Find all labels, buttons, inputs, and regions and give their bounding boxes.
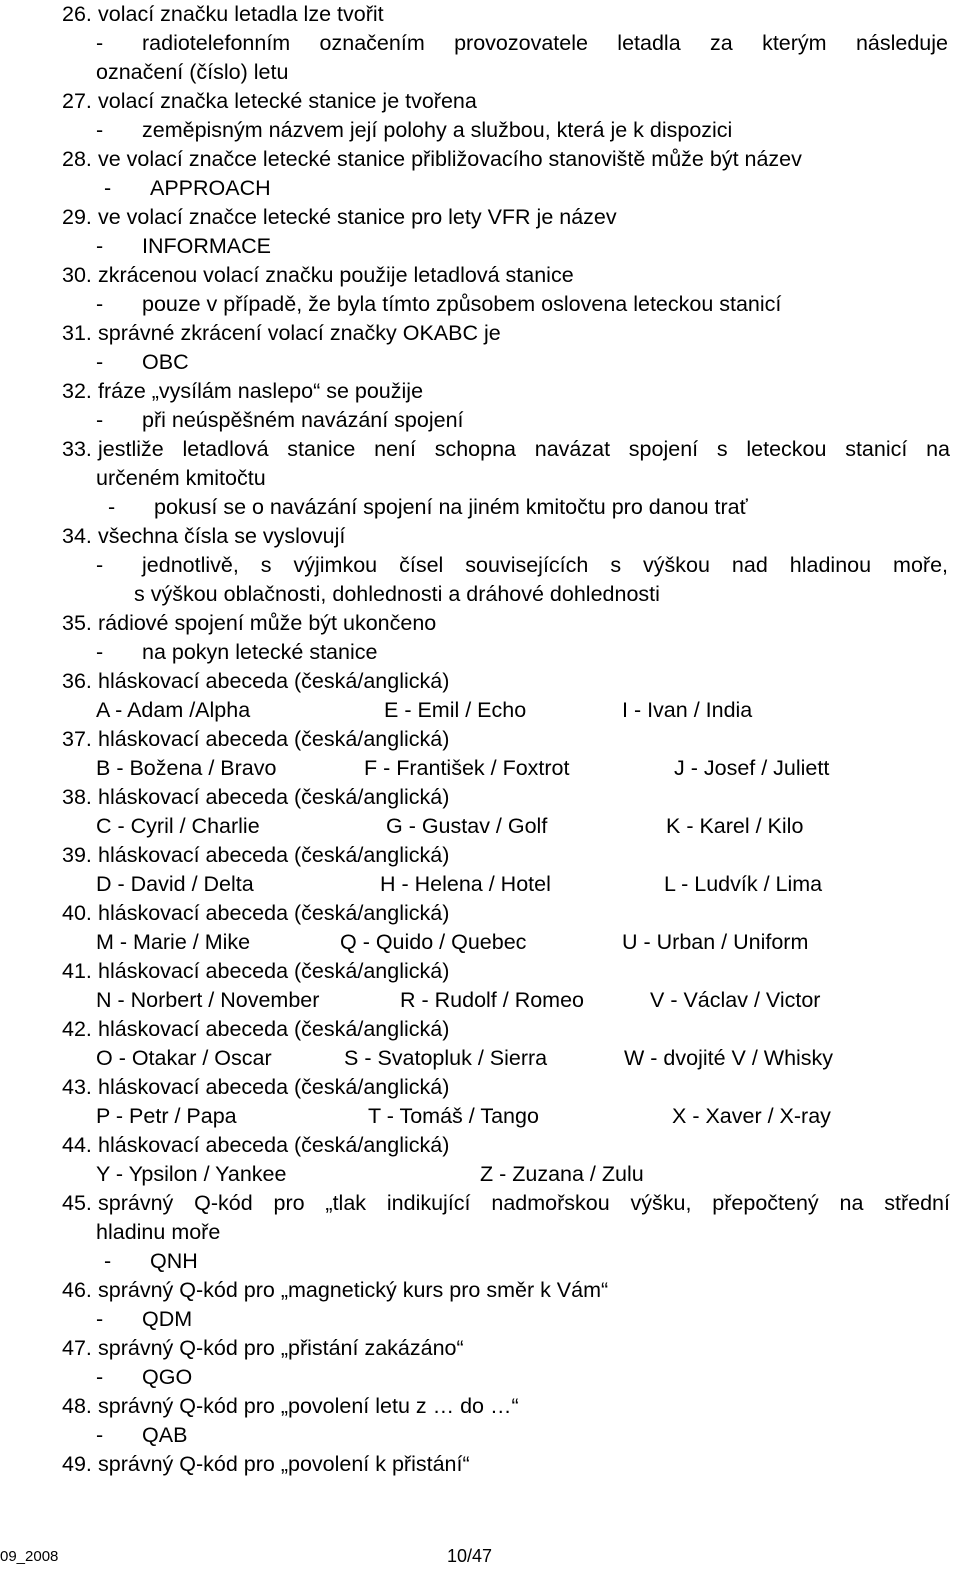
alphabet-36-col3: I - Ivan / India [622,698,753,722]
question-26: 26. volací značku letadla lze tvořit [62,2,384,26]
question-48: 48. správný Q-kód pro „povolení letu z … do …“ [62,1394,519,1418]
alphabet-44-col2: Z - Zuzana / Zulu [480,1162,644,1186]
alphabet-38-col1: C - Cyril / Charlie [96,814,260,838]
answer-35: - na pokyn letecké stanice [96,640,378,664]
question-40: 40. hláskovací abeceda (česká/anglická) [62,901,450,925]
answer-29: - INFORMACE [96,234,271,258]
question-45-line2: hladinu moře [96,1220,221,1244]
alphabet-43-col1: P - Petr / Papa [96,1104,237,1128]
answer-34: - jednotlivě, s výjimkou čísel souvisejících s výškou nad hladinou moře, [96,553,948,577]
question-41: 41. hláskovací abeceda (česká/anglická) [62,959,450,983]
alphabet-40-col1: M - Marie / Mike [96,930,251,954]
footer-date: 09_2008 [0,1548,59,1565]
question-36: 36. hláskovací abeceda (česká/anglická) [62,669,450,693]
answer-48: - QAB [96,1423,188,1447]
answer-30: - pouze v případě, že byla tímto způsobem oslovena leteckou stanicí [96,292,782,316]
alphabet-42-col3: W - dvojité V / Whisky [624,1046,834,1070]
question-33: 33. jestliže letadlová stanice není schopna navázat spojení s leteckou stanicí na [62,437,950,461]
question-42: 42. hláskovací abeceda (česká/anglická) [62,1017,450,1041]
question-29: 29. ve volací značce letecké stanice pro lety VFR je název [62,205,617,229]
alphabet-42-col2: S - Svatopluk / Sierra [344,1046,548,1070]
answer-34-line2: s výškou oblačnosti, dohlednosti a dráhové dohlednosti [134,582,660,606]
alphabet-39-col1: D - David / Delta [96,872,254,896]
question-28: 28. ve volací značce letecké stanice přibližovacího stanoviště může být název [62,147,802,171]
answer-32: - při neúspěšném navázání spojení [96,408,464,432]
answer-26: - radiotelefonním označením provozovatele letadla za kterým následuje [96,31,948,55]
answer-45: - QNH [104,1249,198,1273]
question-31: 31. správné zkrácení volací značky OKABC je [62,321,501,345]
answer-31: - OBC [96,350,189,374]
question-45: 45. správný Q-kód pro „tlak indikující nadmořskou výšku, přepočtený na střední [62,1191,950,1215]
question-27: 27. volací značka letecké stanice je tvořena [62,89,477,113]
alphabet-41-col2: R - Rudolf / Romeo [400,988,585,1012]
question-32: 32. fráze „vysílám naslepo“ se použije [62,379,424,403]
alphabet-37-col3: J - Josef / Juliett [674,756,830,780]
answer-28: - APPROACH [104,176,271,200]
alphabet-40-col2: Q - Quido / Quebec [340,930,527,954]
alphabet-38-col3: K - Karel / Kilo [666,814,804,838]
question-49: 49. správný Q-kód pro „povolení k přistání“ [62,1452,470,1476]
question-30: 30. zkrácenou volací značku použije letadlová stanice [62,263,574,287]
question-37: 37. hláskovací abeceda (česká/anglická) [62,727,450,751]
alphabet-43-col3: X - Xaver / X-ray [672,1104,831,1128]
alphabet-44-col1: Y - Ypsilon / Yankee [96,1162,287,1186]
alphabet-41-col1: N - Norbert / November [96,988,320,1012]
question-34: 34. všechna čísla se vyslovují [62,524,346,548]
alphabet-39-col3: L - Ludvík / Lima [664,872,823,896]
question-44: 44. hláskovací abeceda (česká/anglická) [62,1133,450,1157]
answer-46: - QDM [96,1307,193,1331]
question-43: 43. hláskovací abeceda (česká/anglická) [62,1075,450,1099]
question-38: 38. hláskovací abeceda (česká/anglická) [62,785,450,809]
question-47: 47. správný Q-kód pro „přistání zakázáno“ [62,1336,464,1360]
question-39: 39. hláskovací abeceda (česká/anglická) [62,843,450,867]
alphabet-36-col2: E - Emil / Echo [384,698,527,722]
alphabet-41-col3: V - Václav / Victor [650,988,821,1012]
alphabet-37-col1: B - Božena / Bravo [96,756,277,780]
alphabet-37-col2: F - František / Foxtrot [364,756,570,780]
alphabet-38-col2: G - Gustav / Golf [386,814,548,838]
page-number: 10/47 [447,1546,493,1566]
question-46: 46. správný Q-kód pro „magnetický kurs pro směr k Vám“ [62,1278,609,1302]
alphabet-42-col1: O - Otakar / Oscar [96,1046,272,1070]
alphabet-39-col2: H - Helena / Hotel [380,872,551,896]
question-33-line2: určeném kmitočtu [96,466,266,490]
alphabet-36-col1: A - Adam /Alpha [96,698,251,722]
alphabet-43-col2: T - Tomáš / Tango [368,1104,539,1128]
answer-27: - zeměpisným názvem její polohy a službou, která je k dispozici [96,118,733,142]
answer-33: - pokusí se o navázání spojení na jiném kmitočtu pro danou trať [108,495,748,519]
answer-26-line2: označení (číslo) letu [96,60,289,84]
alphabet-40-col3: U - Urban / Uniform [622,930,809,954]
answer-47: - QGO [96,1365,193,1389]
question-35: 35. rádiové spojení může být ukončeno [62,611,437,635]
